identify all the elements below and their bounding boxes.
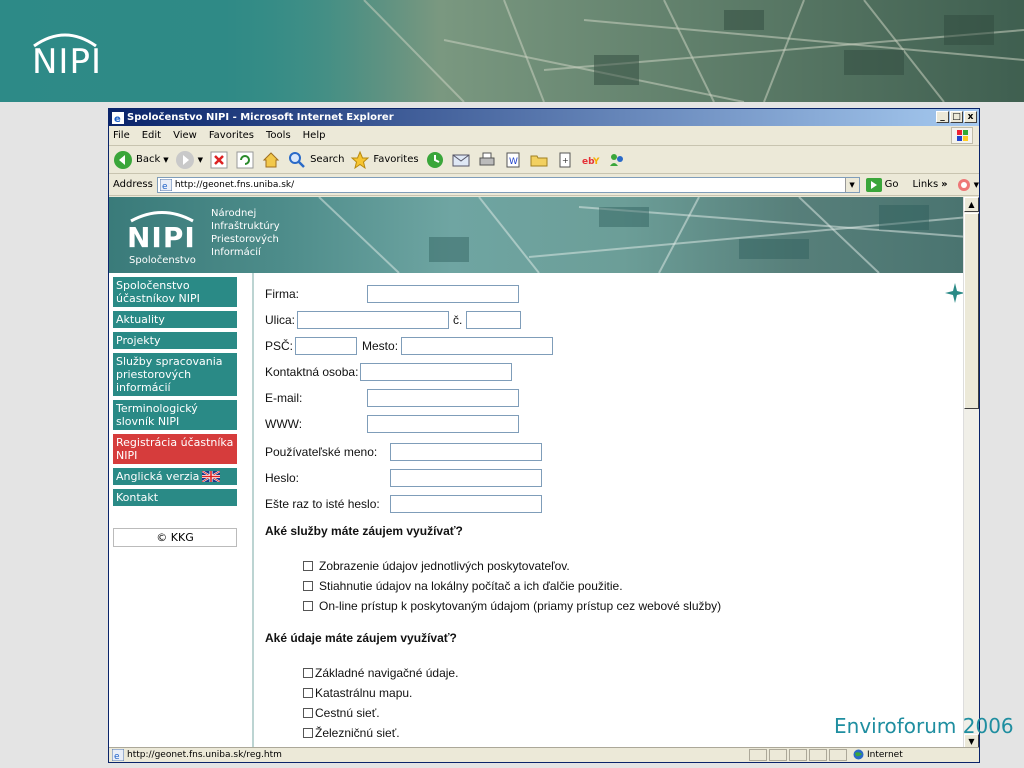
scroll-down-icon[interactable]: ▼ (964, 734, 979, 749)
kontakt-label: Kontaktná osoba: (265, 365, 359, 379)
checkbox[interactable] (303, 581, 313, 591)
star-icon (350, 150, 370, 170)
back-button[interactable] (113, 150, 169, 170)
status-url: http://geonet.fns.uniba.sk/reg.htm (127, 750, 282, 760)
forward-dropdown-icon[interactable]: ▼ (197, 155, 204, 164)
mesto-input[interactable] (401, 337, 553, 355)
ulica-label: Ulica: (265, 313, 296, 327)
status-cell (829, 749, 847, 761)
password-confirm-label: Ešte raz to isté heslo: (265, 497, 380, 511)
menu-edit[interactable]: Edit (141, 130, 162, 141)
svg-text:W: W (508, 156, 518, 167)
password-input[interactable] (390, 469, 542, 487)
ie-logo-icon (112, 112, 124, 124)
mesto-label: Mesto: (362, 339, 399, 353)
minimize-button[interactable]: _ (936, 111, 949, 123)
sidebar-divider (252, 273, 254, 749)
sidebar-item-terminologicky[interactable]: Terminologický slovník NIPI (113, 400, 237, 430)
menu-bar (109, 126, 979, 146)
title-bar (109, 109, 979, 126)
home-icon[interactable] (261, 150, 281, 170)
sidebar-item-kontakt[interactable]: Kontakt (113, 489, 237, 506)
browser-window (108, 108, 980, 763)
status-cell (789, 749, 807, 761)
satellite-image (244, 0, 1024, 102)
checkbox[interactable] (303, 668, 313, 678)
address-input[interactable] (157, 177, 860, 193)
maximize-button[interactable]: □ (950, 111, 963, 123)
windows-flag-icon (951, 127, 973, 144)
svg-text:e: e (114, 113, 121, 124)
firma-label: Firma: (265, 287, 299, 301)
svg-text:e: e (114, 752, 120, 761)
slide-banner (0, 0, 1024, 102)
username-label: Používateľské meno: (265, 445, 378, 459)
messenger-icon[interactable] (607, 150, 627, 170)
header-satellite-image (279, 197, 965, 273)
password-confirm-input[interactable] (390, 495, 542, 513)
back-arrow-icon (113, 150, 133, 170)
service-option[interactable] (303, 559, 570, 573)
menu-view[interactable]: View (173, 130, 197, 141)
service-option-label: Stiahnutie údajov na lokálny počítač a ich ďalčie použitie. (319, 579, 623, 593)
sidebar (109, 273, 252, 749)
logo-line: Infraštruktúry (211, 221, 280, 232)
psc-input[interactable] (295, 337, 357, 355)
sidebar-item-sluzby[interactable]: Služby spracovania priestorových informácií (113, 353, 237, 396)
svg-text:Y: Y (592, 156, 600, 167)
checkbox[interactable] (303, 708, 313, 718)
status-cell (769, 749, 787, 761)
data-option-label: Cestnú sieť. (315, 706, 380, 720)
service-option[interactable] (303, 579, 623, 593)
print-icon[interactable] (477, 150, 497, 170)
favorites-label: Favorites (373, 154, 419, 165)
links-label[interactable]: Links (912, 179, 939, 190)
edit-icon[interactable] (503, 150, 523, 170)
status-cell (749, 749, 767, 761)
ulica-input[interactable] (297, 311, 449, 329)
go-arrow-icon (866, 178, 882, 192)
address-bar (109, 174, 979, 196)
service-option-label: On-line prístup k poskytovaným údajom (priamy prístup cez webové služby) (319, 599, 722, 613)
www-input[interactable] (367, 415, 519, 433)
password-label: Heslo: (265, 471, 300, 485)
username-input[interactable] (390, 443, 542, 461)
kontakt-input[interactable] (360, 363, 512, 381)
checkbox[interactable] (303, 601, 313, 611)
address-label: Address (113, 179, 153, 190)
www-label: WWW: (265, 417, 303, 431)
forward-arrow-icon (175, 150, 195, 170)
copyright-box[interactable]: © KKG (113, 528, 237, 547)
data-option-label: Katastrálnu mapu. (315, 686, 413, 700)
cislo-input[interactable] (466, 311, 521, 329)
menu-favorites[interactable]: Favorites (208, 130, 255, 141)
sidebar-item-aktuality[interactable]: Aktuality (113, 311, 237, 328)
services-question: Aké služby máte záujem využívať? (265, 524, 463, 538)
history-icon[interactable] (425, 150, 445, 170)
vertical-scrollbar[interactable] (963, 197, 979, 749)
page-icon[interactable] (555, 150, 575, 170)
registration-form (265, 273, 965, 749)
back-dropdown-icon[interactable]: ▼ (163, 155, 169, 164)
back-label: Back (136, 154, 161, 165)
favorites-button[interactable] (350, 150, 418, 170)
extension-icon[interactable] (956, 178, 972, 192)
service-option[interactable] (303, 599, 721, 613)
close-button[interactable]: x (964, 111, 977, 123)
page-favicon-icon (160, 179, 172, 191)
nipi-logo-text: NIPI (127, 221, 196, 254)
menu-file[interactable]: File (113, 130, 130, 141)
firma-input[interactable] (367, 285, 519, 303)
psc-label: PSČ: (265, 339, 294, 353)
data-option-label: Základné navigačné údaje. (315, 666, 459, 680)
logo-line: Priestorových (211, 234, 279, 245)
sidebar-item-registracia[interactable]: Registrácia účastníka NIPI (113, 434, 237, 464)
email-label: E-mail: (265, 391, 303, 405)
svg-text:+: + (561, 155, 569, 165)
web-page (109, 197, 965, 749)
slide-logo (30, 28, 102, 82)
security-zone (853, 749, 903, 760)
search-button[interactable] (287, 150, 344, 170)
footer-label: Enviroforum 2006 (834, 714, 1014, 738)
go-button[interactable] (866, 178, 899, 192)
scroll-up-icon[interactable]: ▲ (964, 197, 979, 212)
extension-dropdown-icon[interactable]: ▼ (973, 180, 979, 189)
data-option[interactable] (303, 726, 400, 740)
sidebar-item-anglicka[interactable] (113, 468, 237, 485)
toolbar (109, 146, 979, 174)
window-title: Spoločenstvo NIPI - Microsoft Internet Explorer (127, 112, 394, 123)
uk-flag-icon (202, 471, 220, 482)
svg-text:e: e (161, 181, 168, 191)
logo-line: Národnej (211, 208, 257, 219)
folder-icon[interactable] (529, 150, 549, 170)
status-cell (809, 749, 827, 761)
data-option[interactable] (303, 706, 380, 720)
menu-help[interactable]: Help (302, 130, 326, 141)
address-dropdown-icon[interactable]: ▼ (845, 178, 859, 192)
nipi-logo-lines (211, 207, 280, 259)
refresh-icon[interactable] (235, 150, 255, 170)
sidebar-item-projekty[interactable]: Projekty (113, 332, 237, 349)
service-option-label: Zobrazenie údajov jednotlivých poskytovateľov. (319, 559, 570, 573)
ebay-icon[interactable] (581, 150, 601, 170)
search-icon (287, 150, 307, 170)
status-bar (109, 747, 979, 762)
menu-tools[interactable]: Tools (266, 130, 291, 141)
checkbox[interactable] (303, 561, 313, 571)
status-cells (749, 749, 847, 761)
nipi-logo-subtitle: Spoločenstvo (129, 255, 196, 266)
page-header (109, 197, 965, 273)
email-input[interactable] (367, 389, 519, 407)
go-label: Go (884, 179, 899, 190)
data-option[interactable] (303, 686, 412, 700)
svg-text:eb: eb (581, 156, 595, 167)
nipi-logo[interactable] (127, 207, 280, 266)
data-question: Aké údaje máte záujem využívať? (265, 631, 457, 645)
sidebar-item-anglicka-label: Anglická verzia (116, 470, 200, 483)
stop-icon[interactable] (209, 150, 229, 170)
page-status-icon (112, 749, 124, 761)
slide-logo-text: NIPI (32, 42, 102, 82)
cislo-label: č. (453, 313, 463, 327)
data-option-label: Železničnú sieť. (315, 726, 400, 740)
data-option[interactable] (303, 666, 458, 680)
sidebar-item-spolocenstvo[interactable]: Spoločenstvo účastníkov NIPI (113, 277, 237, 307)
forward-button[interactable] (175, 150, 203, 170)
zone-label: Internet (867, 749, 903, 760)
checkbox[interactable] (303, 728, 313, 738)
checkbox[interactable] (303, 688, 313, 698)
scroll-thumb[interactable] (964, 213, 979, 409)
mail-icon[interactable] (451, 150, 471, 170)
address-url: http://geonet.fns.uniba.sk/ (174, 179, 295, 190)
logo-line: Informácií (211, 247, 261, 258)
links-more-icon[interactable]: » (941, 179, 948, 190)
globe-icon (853, 749, 864, 760)
search-label: Search (310, 154, 345, 165)
